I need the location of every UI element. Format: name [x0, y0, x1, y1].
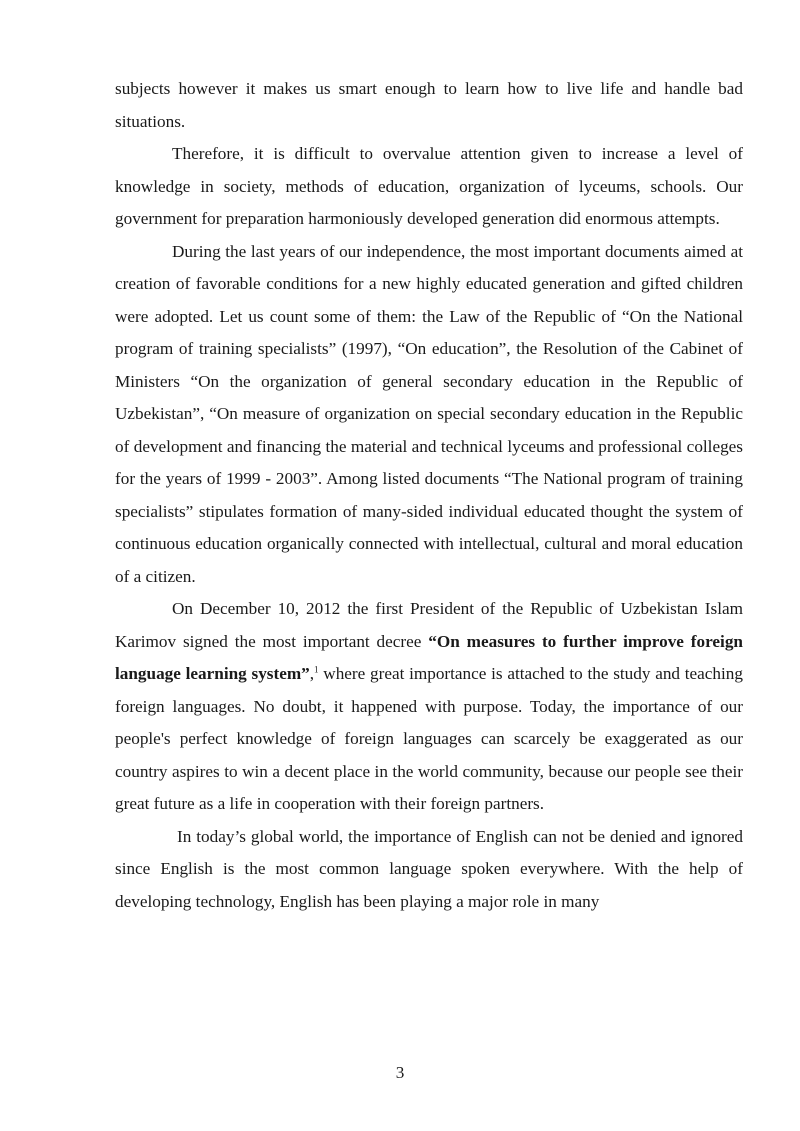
paragraph-english: In today’s global world, the importance of English can not be denied and ignored since English is the most common language spoken everywhere. With the help of developing technology, English has been playing a major role in many — [115, 826, 743, 911]
decree-intro-text: On December 10, 2012 the first President of the Republic of Uzbekistan Islam Karimov signed the most important decree — [115, 599, 743, 651]
paragraph-continuation: subjects however it makes us smart enough to learn how to live life and handle bad situations. — [115, 79, 743, 131]
paragraph-knowledge: Therefore, it is difficult to overvalue attention given to increase a level of knowledge in society, methods of education, organization of lyceums, schools. Our government for preparation harmoniously developed generation did enormous attempts. — [115, 144, 743, 228]
document-body — [115, 73, 743, 918]
paragraph-decree — [115, 593, 743, 821]
footnote-marker: 1 — [314, 664, 319, 675]
page-number: 3 — [395, 1063, 405, 1082]
decree-title: “On measures to further improve foreign language learning system” — [115, 631, 743, 683]
decree-comma: , — [309, 664, 315, 683]
decree-rest-text: where great importance is attached to the study and teaching foreign languages. No doubt, it happened with purpose. Today, the importance of our people's perfect knowledge of foreign languages can scarcely be exaggerated as our country aspires to win a decent place in the world community, because our people see their great future as a life in cooperation with their foreign partners. — [115, 664, 743, 813]
paragraph-documents: During the last years of our independence, the most important documents aimed at creation of favorable conditions for a new highly educated generation and gifted children were adopted. Let us count some of them: the Law of the Republic of “On the National program of training specialists” (1997), “On education”, the Resolution of the Cabinet of Ministers “On the organization of general secondary education in the Republic of Uzbekistan”, “On measure of organization on special secondary education in the Republic of development and financing the material and technical lyceums and professional colleges for the years of 1999 - 2003”. Among listed documents “The National program of training specialists” stipulates formation of many-sided individual educated thought the system of continuous education organically connected with intellectual, cultural and moral education of a citizen. — [115, 241, 743, 586]
